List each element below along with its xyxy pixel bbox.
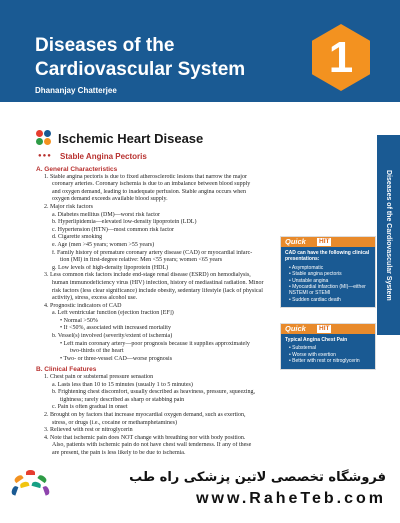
text-line: c. Pain is often gradual in onset bbox=[52, 404, 128, 411]
quick-hit-box-presentations bbox=[280, 236, 376, 308]
quick-hit-item: • Asymptomatic bbox=[289, 264, 324, 271]
chapter-title-line-2: Cardiovascular System bbox=[35, 59, 246, 80]
hit-badge: HIT bbox=[319, 325, 330, 332]
chapter-title bbox=[35, 34, 315, 82]
text-line: 2. Major risk factors bbox=[44, 203, 93, 210]
quick-hit-item: • Worse with exertion bbox=[289, 351, 336, 358]
body-text bbox=[36, 166, 371, 458]
text-line: a. Diabetes mellitus (DM)—worst risk factor bbox=[52, 211, 160, 218]
text-line: • Left main coronary artery—poor prognosis because it supplies approximately bbox=[60, 340, 250, 347]
text-line: 2. Brought on by factors that increase myocardial oxygen demand, such as exertion, bbox=[44, 412, 246, 418]
text-line: b. Hyperlipidemia—elevated low-density lipoprotein (LDL) bbox=[52, 219, 197, 226]
text-line: • If <50%, associated with increased mortality bbox=[60, 325, 171, 332]
text-line: activity), stress, excess alcohol use. bbox=[52, 295, 138, 302]
chapter-title-line-1: Diseases of the bbox=[35, 35, 175, 56]
text-line: e. Age (men >45 years; women >55 years) bbox=[52, 241, 155, 248]
text-line: are present, the pain is less likely to be due to ischemia. bbox=[52, 449, 186, 456]
text-line: a. Left ventricular function (ejection fraction [EF]) bbox=[52, 310, 174, 317]
text-line: coronary arteries. Coronary ischemia is due to an imbalance between blood supply bbox=[52, 181, 251, 188]
quick-hit-box-angina bbox=[280, 323, 376, 370]
raheteb-logo-icon bbox=[8, 462, 52, 512]
subsection-bullets: ●●● bbox=[38, 153, 52, 159]
quick-hit-item: • Myocardial infarction (MI)—either NSTEMI or STEMI bbox=[289, 284, 366, 297]
watermark-persian-text: فروشگاه تخصصی لاتین پزشکی راه طب bbox=[129, 470, 386, 485]
heading-clinical-features: B. Clinical Features bbox=[36, 366, 97, 374]
text-line: Also, patients with ischemic pain do not have chest wall tenderness. If any of these bbox=[52, 442, 252, 449]
header-divider bbox=[0, 102, 400, 110]
text-line: 1. Chest pain or substernal pressure sensation bbox=[44, 374, 154, 381]
text-line: 3. Less common risk factors include end-stage renal disease (ESRD) on hemodialysis, bbox=[44, 272, 251, 279]
text-line: risk factors (less clear significance) include obesity, sedentary lifestyle (lack of physical bbox=[52, 287, 263, 294]
quick-hit-item: • Stable angina pectoris bbox=[289, 271, 342, 278]
text-line: 1. Stable angina pectoris is due to fixed atherosclerotic lesions that narrow the major bbox=[44, 173, 247, 180]
text-line: g. Low levels of high-density lipoprotein (HDL) bbox=[52, 264, 169, 271]
text-line: human immunodeficiency virus (HIV) infection, history of mediastinal radiation. Minor bbox=[52, 279, 264, 286]
text-line: a. Lasts less than 10 to 15 minutes (usually 1 to 5 minutes) bbox=[52, 381, 193, 388]
text-line: 4. Prognostic indicators of CAD bbox=[44, 302, 122, 309]
text-line: 4. Note that ischemic pain does NOT change with breathing nor with body position. bbox=[44, 434, 246, 441]
side-tab-label: Diseases of the Cardiovascular System bbox=[385, 169, 392, 301]
quick-hit-header bbox=[281, 324, 375, 334]
text-line: c. Hypertension (HTN)—most common risk factor bbox=[52, 226, 174, 233]
quick-hit-label: Quick bbox=[285, 324, 306, 333]
text-line: tightness; rarely described as sharp or stabbing pain bbox=[60, 396, 185, 403]
quick-hit-label: Quick bbox=[285, 237, 306, 246]
subsection-title: Stable Angina Pectoris bbox=[60, 152, 147, 161]
quick-hit-body bbox=[281, 247, 375, 307]
text-line: stress, or drugs (i.e., cocaine or methamphetamines) bbox=[52, 419, 177, 426]
quick-hit-item: • Sudden cardiac death bbox=[289, 296, 341, 303]
quick-hit-title: CAD can have the following clinical presentations: bbox=[285, 250, 370, 263]
text-line: b. Frightening chest discomfort, usually described as heaviness, pressure, squeezing, bbox=[52, 389, 255, 396]
text-line: • Two- or three-vessel CAD—worse prognosis bbox=[60, 355, 173, 362]
section-title: Ischemic Heart Disease bbox=[58, 131, 204, 146]
quick-hit-body bbox=[281, 334, 375, 369]
quick-hit-item: • Better with rest or nitroglycerin bbox=[289, 358, 360, 365]
quick-hit-item: • Substernal bbox=[289, 345, 317, 352]
quick-hit-title: Typical Angina Chest Pain bbox=[285, 337, 348, 343]
text-line: 3. Relieved with rest or nitroglycerin bbox=[44, 427, 133, 434]
text-line: b. Vessel(s) involved (severity/extent of ischemia) bbox=[52, 333, 173, 340]
chapter-number: 1 bbox=[328, 33, 354, 82]
watermark-url: www.RaheTeb.com bbox=[196, 490, 386, 507]
molecule-icon bbox=[36, 130, 54, 148]
text-line: tion (MI) in first-degree relative: Men <55 years; women <65 years bbox=[60, 257, 223, 264]
text-line: oxygen demand exceeds available blood supply. bbox=[52, 196, 168, 203]
author-name: Dhananjay Chatterjee bbox=[35, 86, 117, 95]
quick-hit-item: • Unstable angina bbox=[289, 277, 329, 284]
text-line: two-thirds of the heart bbox=[70, 348, 124, 355]
text-line: d. Cigarette smoking bbox=[52, 234, 103, 241]
text-line: and oxygen demand, leading to inadequate perfusion. Stable angina occurs when bbox=[52, 188, 246, 195]
hit-badge: HIT bbox=[319, 238, 330, 245]
quick-hit-header bbox=[281, 237, 375, 247]
heading-general-characteristics: A. General Characteristics bbox=[36, 166, 118, 173]
text-line: • Normal >50% bbox=[60, 317, 98, 324]
text-line: f. Family history of premature coronary artery disease (CAD) or myocardial infarc- bbox=[52, 249, 253, 256]
